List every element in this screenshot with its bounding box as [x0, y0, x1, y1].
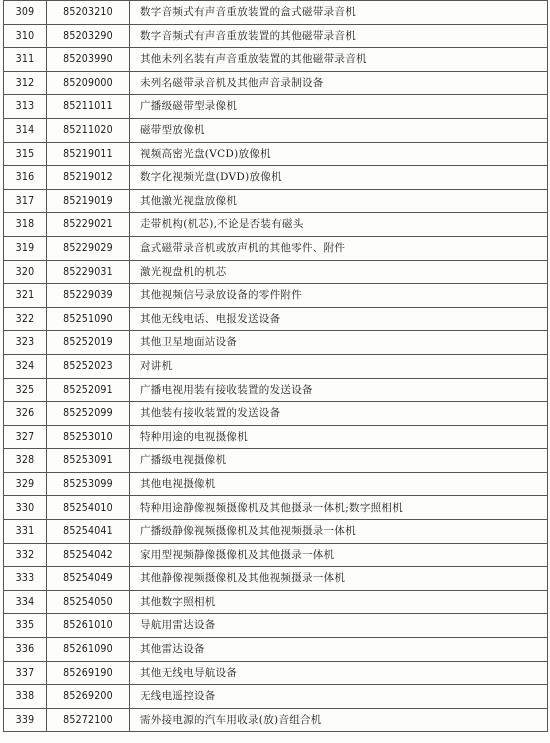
commodity-name: 其他视频信号录放设备的零件附件 — [130, 284, 548, 308]
table-row — [4, 118, 548, 142]
row-number: 320 — [4, 260, 47, 284]
row-number: 332 — [4, 543, 47, 567]
commodity-name: 盒式磁带录音机或放声机的其他零件、附件 — [130, 236, 548, 260]
row-number: 313 — [4, 95, 47, 119]
table-row — [4, 685, 548, 709]
row-number: 309 — [4, 1, 47, 25]
commodity-name: 广播电视用装有接收装置的发送设备 — [130, 378, 548, 402]
commodity-name: 其他装有接收装置的发送设备 — [130, 402, 548, 426]
commodity-name: 特种用途的电视摄像机 — [130, 425, 548, 449]
table-row — [4, 590, 548, 614]
table-row — [4, 638, 548, 662]
row-number: 318 — [4, 213, 47, 237]
table-row — [4, 189, 548, 213]
row-number: 337 — [4, 661, 47, 685]
commodity-name: 其他卫星地面站设备 — [130, 331, 548, 355]
row-number: 321 — [4, 284, 47, 308]
hs-code: 85253099 — [47, 472, 130, 496]
table-row — [4, 213, 548, 237]
row-number: 315 — [4, 142, 47, 166]
table-row — [4, 472, 548, 496]
table-row — [4, 543, 548, 567]
row-number: 326 — [4, 402, 47, 426]
table-row — [4, 48, 548, 72]
commodity-name: 数字音频式有声音重放装置的其他磁带录音机 — [130, 24, 548, 48]
commodity-name: 其他静像视频摄像机及其他视频摄录一体机 — [130, 567, 548, 591]
table-row — [4, 284, 548, 308]
hs-code: 85229031 — [47, 260, 130, 284]
row-number: 323 — [4, 331, 47, 355]
hs-code: 85211020 — [47, 118, 130, 142]
row-number: 336 — [4, 638, 47, 662]
hs-code: 85252023 — [47, 354, 130, 378]
hs-code: 85253010 — [47, 425, 130, 449]
commodity-name: 磁带型放像机 — [130, 118, 548, 142]
row-number: 334 — [4, 590, 47, 614]
hs-code: 85229029 — [47, 236, 130, 260]
commodity-name: 导航用雷达设备 — [130, 614, 548, 638]
hs-code: 85252019 — [47, 331, 130, 355]
table-row — [4, 1, 548, 25]
table-row — [4, 449, 548, 473]
table-row — [4, 496, 548, 520]
commodity-name: 广播级电视摄像机 — [130, 449, 548, 473]
hs-code: 85253091 — [47, 449, 130, 473]
hs-code: 85261090 — [47, 638, 130, 662]
table-row — [4, 236, 548, 260]
table-row — [4, 95, 548, 119]
hs-code: 85203210 — [47, 1, 130, 25]
hs-code: 85209000 — [47, 71, 130, 95]
row-number: 339 — [4, 708, 47, 732]
table-row — [4, 708, 548, 732]
table-row — [4, 520, 548, 544]
commodity-name: 其他激光视盘放像机 — [130, 189, 548, 213]
table-row — [4, 166, 548, 190]
hs-code: 85211011 — [47, 95, 130, 119]
table-row — [4, 378, 548, 402]
hs-code: 85229021 — [47, 213, 130, 237]
table-row — [4, 71, 548, 95]
commodity-name: 其他未列名装有声音重放装置的其他磁带录音机 — [130, 48, 548, 72]
row-number: 333 — [4, 567, 47, 591]
row-number: 327 — [4, 425, 47, 449]
commodity-name: 走带机构(机芯),不论是否装有磁头 — [130, 213, 548, 237]
hs-code: 85251090 — [47, 307, 130, 331]
row-number: 316 — [4, 166, 47, 190]
hs-code: 85254050 — [47, 590, 130, 614]
hs-code: 85254042 — [47, 543, 130, 567]
hs-code: 85269200 — [47, 685, 130, 709]
hs-code: 85203990 — [47, 48, 130, 72]
row-number: 312 — [4, 71, 47, 95]
row-number: 317 — [4, 189, 47, 213]
hs-code: 85219019 — [47, 189, 130, 213]
row-number: 335 — [4, 614, 47, 638]
commodity-name: 其他无线电话、电报发送设备 — [130, 307, 548, 331]
table-row — [4, 307, 548, 331]
table-row — [4, 24, 548, 48]
commodity-name: 视频高密光盘(VCD)放像机 — [130, 142, 548, 166]
commodity-name: 其他电视摄像机 — [130, 472, 548, 496]
hs-code: 85254041 — [47, 520, 130, 544]
hs-code: 85254010 — [47, 496, 130, 520]
hs-code: 85272100 — [47, 708, 130, 732]
commodity-name: 其他雷达设备 — [130, 638, 548, 662]
row-number: 329 — [4, 472, 47, 496]
row-number: 338 — [4, 685, 47, 709]
commodity-name: 未列名磁带录音机及其他声音录制设备 — [130, 71, 548, 95]
commodity-name: 激光视盘机的机芯 — [130, 260, 548, 284]
hs-code: 85261010 — [47, 614, 130, 638]
commodity-name: 特种用途静像视频摄像机及其他摄录一体机;数字照相机 — [130, 496, 548, 520]
commodity-name: 无线电遥控设备 — [130, 685, 548, 709]
commodity-name: 需外接电源的汽车用收录(放)音组合机 — [130, 708, 548, 732]
table-row — [4, 614, 548, 638]
table-row — [4, 354, 548, 378]
row-number: 330 — [4, 496, 47, 520]
row-number: 328 — [4, 449, 47, 473]
commodity-name: 广播级磁带型录像机 — [130, 95, 548, 119]
commodity-name: 其他数字照相机 — [130, 590, 548, 614]
table-row — [4, 142, 548, 166]
hs-code: 85203290 — [47, 24, 130, 48]
hs-code: 85254049 — [47, 567, 130, 591]
table-row — [4, 425, 548, 449]
hs-code: 85252091 — [47, 378, 130, 402]
row-number: 325 — [4, 378, 47, 402]
row-number: 331 — [4, 520, 47, 544]
row-number: 319 — [4, 236, 47, 260]
table-body — [4, 1, 548, 732]
hs-code: 85219011 — [47, 142, 130, 166]
row-number: 311 — [4, 48, 47, 72]
hs-code: 85269190 — [47, 661, 130, 685]
hs-code: 85229039 — [47, 284, 130, 308]
row-number: 310 — [4, 24, 47, 48]
table-row — [4, 260, 548, 284]
commodity-name: 其他无线电导航设备 — [130, 661, 548, 685]
commodity-name: 数字化视频光盘(DVD)放像机 — [130, 166, 548, 190]
table-row — [4, 661, 548, 685]
hs-code: 85252099 — [47, 402, 130, 426]
row-number: 322 — [4, 307, 47, 331]
row-number: 324 — [4, 354, 47, 378]
table-row — [4, 331, 548, 355]
row-number: 314 — [4, 118, 47, 142]
hs-code: 85219012 — [47, 166, 130, 190]
table-row — [4, 402, 548, 426]
commodity-name: 数字音频式有声音重放装置的盒式磁带录音机 — [130, 1, 548, 25]
commodity-name: 广播级静像视频摄像机及其他视频摄录一体机 — [130, 520, 548, 544]
commodity-name: 对讲机 — [130, 354, 548, 378]
table-row — [4, 567, 548, 591]
commodity-name: 家用型视频静像摄像机及其他摄录一体机 — [130, 543, 548, 567]
commodity-table — [3, 0, 548, 732]
